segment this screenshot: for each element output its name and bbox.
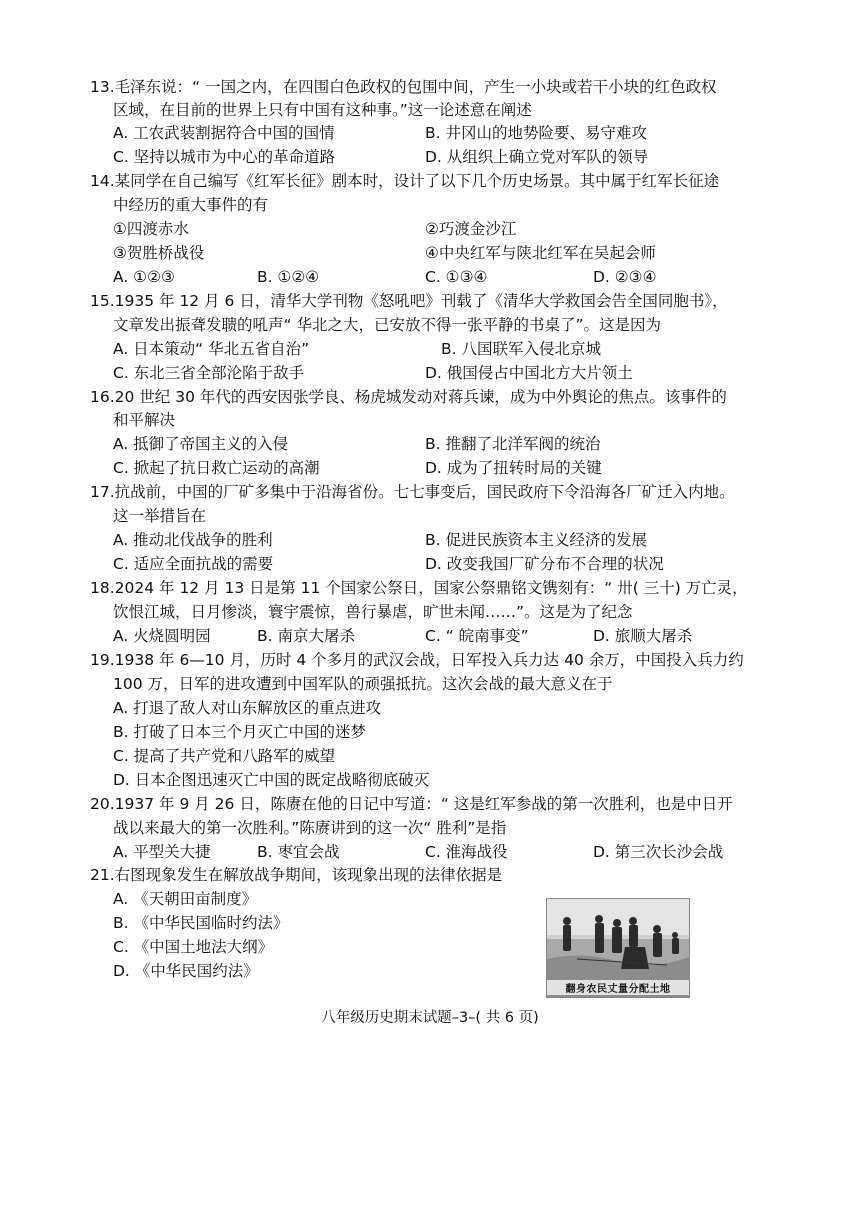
q18-option-b[interactable]: B. 南京大屠杀 bbox=[257, 627, 355, 645]
q14-item-2: ②巧渡金沙江 bbox=[425, 220, 517, 238]
q14-option-a[interactable]: A. ①②③ bbox=[113, 268, 175, 286]
q17-option-d[interactable]: D. 改变我国厂矿分布不合理的状况 bbox=[425, 555, 664, 573]
q14-stem-line-1: 14.某同学在自己编写《红军长征》剧本时，设计了以下几个历史场景。其中属于红军长征途 bbox=[90, 172, 720, 190]
q16-option-d[interactable]: D. 成为了扭转时局的关键 bbox=[425, 459, 602, 477]
q19-option-d[interactable]: D. 日本企图迅速灭亡中国的既定战略彻底破灭 bbox=[113, 771, 430, 789]
q21-stem-line-1: 21.右图现象发生在解放战争期间，该现象出现的法律依据是 bbox=[90, 866, 503, 884]
q14-stem-line-2: 中经历的重大事件的有 bbox=[113, 196, 269, 214]
q15-option-a[interactable]: A. 日本策动“ 华北五省自治” bbox=[113, 340, 310, 358]
q14-item-4: ④中央红军与陕北红军在吴起会师 bbox=[425, 244, 656, 262]
q13-stem-line-1: 13.毛泽东说：“ 一国之内，在四围白色政权的包围中间，产生一小块或若干小块的红色政权 bbox=[90, 78, 717, 96]
q17-option-b[interactable]: B. 促进民族资本主义经济的发展 bbox=[425, 531, 647, 549]
q18-option-a[interactable]: A. 火烧圆明园 bbox=[113, 627, 211, 645]
q20-stem-line-2: 战以来最大的第一次胜利。”陈赓讲到的这一次“ 胜利”是指 bbox=[113, 819, 507, 837]
q13-option-c[interactable]: C. 坚持以城市为中心的革命道路 bbox=[113, 148, 336, 166]
q14-option-b[interactable]: B. ①②④ bbox=[257, 268, 320, 286]
q21-option-c[interactable]: C. 《中国土地法大纲》 bbox=[113, 938, 274, 956]
q16-stem-line-2: 和平解决 bbox=[113, 411, 176, 429]
q14-item-3: ③贺胜桥战役 bbox=[113, 244, 205, 262]
photo-caption: 翻身农民丈量分配土地 bbox=[547, 980, 689, 995]
q19-option-a[interactable]: A. 打退了敌人对山东解放区的重点进攻 bbox=[113, 699, 382, 717]
q18-option-c[interactable]: C. “ 皖南事变” bbox=[425, 627, 529, 645]
land-reform-photo bbox=[546, 898, 690, 998]
q15-stem-line-1: 15.1935 年 12 月 6 日，清华大学刊物《怒吼吧》刊载了《清华大学救国会告全国同胞书》， bbox=[90, 292, 728, 310]
q20-option-c[interactable]: C. 淮海战役 bbox=[425, 843, 508, 861]
page-footer: 八年级历史期末试题–3–( 共 6 页) bbox=[321, 1010, 539, 1026]
q21-option-b[interactable]: B. 《中华民国临时约法》 bbox=[113, 914, 289, 932]
q16-option-c[interactable]: C. 掀起了抗日救亡运动的高潮 bbox=[113, 459, 320, 477]
q18-stem-line-2: 饮恨江城，日月惨淡，寰宇震惊，兽行暴虐，旷世未闻……”。这是为了纪念 bbox=[113, 603, 633, 621]
q15-stem-line-2: 文章发出振聋发聩的吼声“ 华北之大，已安放不得一张平静的书桌了”。这是因为 bbox=[113, 316, 661, 334]
q14-item-1: ①四渡赤水 bbox=[113, 220, 189, 238]
q14-option-d[interactable]: D. ②③④ bbox=[593, 268, 657, 286]
q15-option-c[interactable]: C. 东北三省全部沦陷于敌手 bbox=[113, 364, 305, 382]
q21-option-d[interactable]: D. 《中华民国约法》 bbox=[113, 962, 259, 980]
q15-option-d[interactable]: D. 俄国侵占中国北方大片领土 bbox=[425, 364, 633, 382]
q14-option-c[interactable]: C. ①③④ bbox=[425, 268, 488, 286]
q20-option-d[interactable]: D. 第三次长沙会战 bbox=[593, 843, 724, 861]
q15-option-b[interactable]: B. 八国联军入侵北京城 bbox=[441, 340, 601, 358]
q13-option-b[interactable]: B. 井冈山的地势险要、易守难攻 bbox=[425, 124, 647, 142]
q17-option-c[interactable]: C. 适应全面抗战的需要 bbox=[113, 555, 274, 573]
q21-option-a[interactable]: A. 《天朝田亩制度》 bbox=[113, 890, 258, 908]
q16-stem-line-1: 16.20 世纪 30 年代的西安因张学良、杨虎城发动对蒋兵谏，成为中外舆论的焦点。该事件的 bbox=[90, 388, 727, 406]
q13-option-a[interactable]: A. 工农武装割据符合中国的国情 bbox=[113, 124, 335, 142]
q19-option-b[interactable]: B. 打破了日本三个月灭亡中国的迷梦 bbox=[113, 723, 366, 741]
q18-stem-line-1: 18.2024 年 12 月 13 日是第 11 个国家公祭日，国家公祭鼎铭文镌刻有：“ 卅( 三十) 万亡灵， bbox=[90, 579, 748, 597]
q17-stem-line-2: 这一举措旨在 bbox=[113, 507, 207, 525]
q20-option-a[interactable]: A. 平型关大捷 bbox=[113, 843, 211, 861]
q20-stem-line-1: 20.1937 年 9 月 26 日，陈赓在他的日记中写道：“ 这是红军参战的第一次胜利，也是中日开 bbox=[90, 795, 733, 813]
q17-option-a[interactable]: A. 推动北伐战争的胜利 bbox=[113, 531, 273, 549]
q16-option-a[interactable]: A. 抵御了帝国主义的入侵 bbox=[113, 435, 289, 453]
q17-stem-line-1: 17.抗战前，中国的厂矿多集中于沿海省份。七七事变后，国民政府下令沿海各厂矿迁入内地。 bbox=[90, 483, 735, 501]
q18-option-d[interactable]: D. 旅顺大屠杀 bbox=[593, 627, 693, 645]
q19-stem-line-2: 100 万，日军的进攻遭到中国军队的顽强抵抗。这次会战的最大意义在于 bbox=[113, 675, 613, 693]
q13-option-d[interactable]: D. 从组织上确立党对军队的领导 bbox=[425, 148, 649, 166]
q19-option-c[interactable]: C. 提高了共产党和八路军的威望 bbox=[113, 747, 336, 765]
q19-stem-line-1: 19.1938 年 6—10 月，历时 4 个多月的武汉会战，日军投入兵力达 40 余万，中国投入兵力约 bbox=[90, 651, 744, 669]
q16-option-b[interactable]: B. 推翻了北洋军阀的统治 bbox=[425, 435, 601, 453]
q13-stem-line-2: 区域，在目前的世界上只有中国有这种事。”这一论述意在阐述 bbox=[113, 101, 532, 119]
q20-option-b[interactable]: B. 枣宜会战 bbox=[257, 843, 340, 861]
